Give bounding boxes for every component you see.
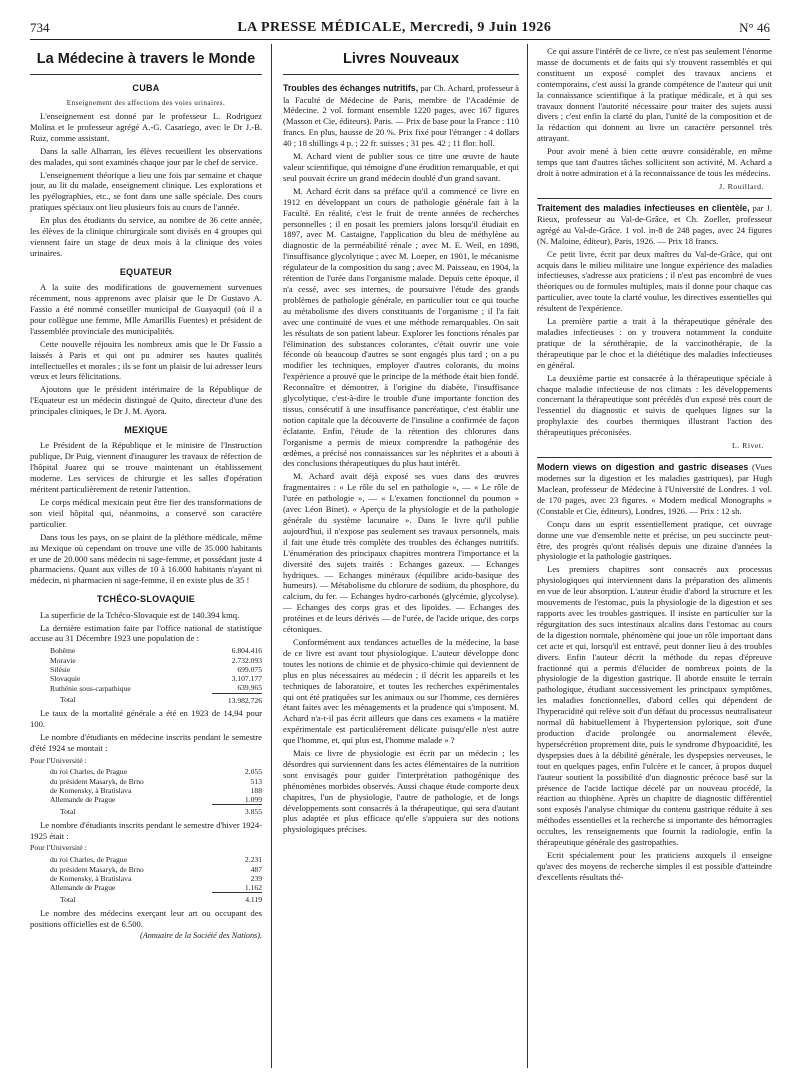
table-row: du roi Charles, de Prague 2.231	[50, 855, 262, 865]
table-row: Silésie 699.075	[50, 664, 262, 674]
paragraph: La deuxième partie est consacrée à la thérapeutique spéciale à chaque maladie infectieuse de nos climats : les développements concernant la thérapeutique sont précédés d'un exposé très court de l'essentiel du diagnostic et suivis de quelques lignes sur la prophylaxie des courbes thermiques illustrant l'action des thérapeutiques préconisées.	[537, 372, 772, 438]
book-reference: (Vues modernes sur la digestion et les maladies gastriques), par Hugh Maclean, professeur de Médecine à l'Université de Londres. 1 vol. de 170 pages, avec 23 figures. « Modern medical Monographs » (Constable et Cie, éditeurs), Londres, 1926. — Prix : 12 sh.	[537, 461, 772, 516]
country-heading: MEXIQUE	[124, 425, 168, 436]
author-signature: L. Rivet.	[731, 441, 764, 451]
paragraph: Ce qui assure l'intérêt de ce livre, ce n'est pas seulement l'énorme masse de documents et de faits qui s'y trouvent rassemblés et qui constituent un exposé complet des travaux anciens et contemporains, c'est aussi la grande compétence de l'auteur qui unit la connaissance scientifique à la pratique médicale, et à qui ses travaux donnent l'autorité nécessaire pour traiter des sujets aussi divers ; c'est enfin la clarté du plan, l'unité de la composition et de la rédaction qui donnent au livre un caractère personnel très attrayant.	[537, 46, 772, 144]
author-signature: J. Rouillard.	[719, 181, 764, 191]
table-row: Allemande de Prague 1.162	[50, 883, 262, 893]
column-medecine-monde	[30, 46, 262, 1068]
book-entry	[283, 83, 519, 149]
book-reference: par Ch. Achard, professeur à la Faculté de Médecine de Paris, membre de l'Académie de Médecine. 2 vol. formant ensemble 1220 pages, avec 167 figures (Masson et Cie, éditeurs). Paris. — Prix de base pour la France : 110 francs. En plus, hausse de 20 %. Prix fixé pour l'étranger : 4 dollars 40 ; 18 shillings 4 p. ; 22 fr. suisses ; 31 pes. 42 ; 11 flor. holl.	[283, 83, 519, 149]
paragraph: Dans tous les pays, on se plaint de la pléthore médicale, même au Mexique où cependant on trouve une ville de 35.000 habitants et une de 20.000 sans médecin ni sage-femme, et possédant juste 4 pharmaciens. Quant aux villes de 10 à 16.000 habitants n'ayant ni médecin, ni pharmacien ni sage-femme, il en existe plus de 35 !	[30, 531, 262, 586]
paragraph: A la suite des modifications de gouvernement survenues récemment, nous apprenons avec plaisir que le Dr Gustavo A. Fassio a été nommé conseiller municipal de Guayaquil (où il a pour collègue une femme, Mlle Amarillis Fuentes) et président de l'assemblée provinciale des municipalités.	[30, 282, 262, 336]
paragraph: L'enseignement est donné par le professeur L. Rodriguez Molina et le professeur agrégé A.-G. Casariego, avec le Dr J.-B. Ruiz, comme assistant.	[30, 110, 262, 143]
country-heading: EQUATEUR	[119, 266, 173, 277]
divider	[537, 198, 772, 199]
journal-title: LA PRESSE MÉDICALE, Mercredi, 9 Juin 1926	[237, 20, 552, 35]
book-title: Troubles des échanges nutritifs,	[283, 83, 419, 94]
paragraph: Mais ce livre de physiologie est écrit par un médecin ; les désordres qui surviennent dans les actes élémentaires de la nutrition sont envisagés pour guider l'interprétation pathogénique des phénomènes morbides observés. Aussi chaque étude comporte deux chapitres, l'un de physiologie, l'autre de pathologie, et de longs développements sont consacrés à la thérapeutique, qui sera d'autant plus adaptée et plus efficace qu'elle s'appuiera sur des notions physiologiques précises.	[283, 748, 519, 835]
subheading: Enseignement des affections des voies urinaires.	[66, 98, 226, 107]
paragraph: Ce petit livre, écrit par deux maîtres du Val-de-Grâce, qui ont acquis dans le milieu militaire une longue expérience des maladies infectieuses, s'adresse aux praticiens ; il n'est pas encombré de vues théoriques ou de formules multiples, mais il donne pour chaque cas particulier, avec toute la clarté voulue, les directives essentielles qui résultent de l'expérience.	[537, 248, 772, 314]
divider	[537, 457, 772, 458]
paragraph: Conformément aux tendances actuelles de la médecine, la base de ce livre est avant tout physiologique. L'auteur développe donc toutes les notions de chimie et de physico-chimie qui deviennent de plus en plus nécessaires au médecin ; il décrit les appareils et les techniques de laboratoire, et toutes les recherches expérimentales qui ont été pratiquées sur les animaux ou sur l'homme, ces dernières étant faites avec les ménagements et la prudence qui s'imposent. M. Achard n'a-t-il pas écrit ailleurs que dans ces examens « la matière expérimentale est particulièrement délicate puisqu'elle n'est autre que l'homme, et, qui plus est, l'homme malade » ?	[283, 636, 519, 746]
paragraph: Le Président de la République et le ministre de l'Instruction publique, Dr Puig, viennent d'inaugurer les travaux de réfection de l'hôpital Juarez qui se trouve maintenant un établissement moderne. Les services de chirurgie et les salles d'opération méritent particulièrement de retenir l'attention.	[30, 440, 262, 495]
paragraph: M. Achard écrit dans sa préface qu'il a commencé ce livre en 1912 en développant un cours de pathologie générale fait à la Faculté. En réalité, c'est le fruit de trente années de recherches personnelles ; il en posait les premiers jalons lorsqu'il étudiait en 1897, avec M. Castaigne, l'application du bleu de méthylène au diagnostic de la perméabilité rénale ; avec M. E. Weil, en 1898, l'insuffisance glycolytique ; avec M. Loeper, en 1901, le mécanisme régulateur de la composition du sang ; avec M. Paisseau, en 1904, la rétention de l'urée dans l'organisme malade. Depuis cette époque, il n'a cessé, avec ses internes, de poursuivre l'étude des grands problèmes de pathologie générale, en particulier tout ce qui touche au métabolisme des divers constituants de l'organisme ; il l'a fait avec une continuité de vues et une méthode remarquables. On sait les résultats de son patient labeur. Explorer les fonctions rénales par l'élimination des substances colorantes, c'était ouvrir une voie féconde où beaucoup d'autres se sont engagés plus tard ; on a pu modifier les techniques, employer d'autres colorants, du moins l'expérience a prouvé que le principe de la méthode était bien fondé. Reconnaître et démontrer, à l'origine du diabète, l'insuffisance glycolytique, c'est-à-dire le trouble d'une importante fonction des tissus, consécutif à une insuffisance pancréatique, c'est établir une notion capitale que la découverte de l'insuline a confirmée de façon éclatante. Enfin, l'étude de la rétention des chlorures dans l'organisme a permis de mieux comprendre la pathogénie des œdèmes, a précisé nos connaissances sur les néphrites et a abouti à des conclusions thérapeutiques du plus haut intérêt.	[283, 185, 519, 469]
paragraph: Pour avoir mené à bien cette œuvre considérable, en même temps que tant d'autres tâches sollicitent son activité, M. Achard a droit à notre admiration et à la reconnaissance de tous les médecins.	[537, 146, 772, 178]
page-number: 734	[30, 20, 50, 35]
table-row: Bohême 6.804.416	[50, 646, 262, 656]
table-total-row: Total 4.119	[60, 895, 262, 905]
paragraph: La superficie de la Tchéco-Slovaquie est de 140.394 kmq.	[40, 609, 240, 620]
paragraph: Le nombre d'étudiants en médecine inscrits pendant le semestre d'été 1924 se montait :	[30, 731, 262, 753]
paragraph: L'enseignement théorique a lieu une fois par semaine et chaque jour, au lit du malade, enseignement clinique. Les explorations et les pyélographies, etc., se font dans une salle spéciale. Des cours pratiques spéciaux ont lieu plusieurs fois au cours de l'année.	[30, 169, 262, 213]
table-row: de Komensky, à Bratislava 188	[50, 785, 262, 795]
column-divider	[527, 44, 528, 1068]
table-row: du roi Charles, de Prague 2.055	[50, 767, 262, 777]
population-table	[30, 646, 262, 705]
book-entry	[537, 462, 772, 517]
table-label: Pour l'Université :	[30, 755, 87, 765]
paragraph: Dans la salle Albarran, les élèves recueillent les observations des malades, qui sont examinés chaque jour par le chef de service.	[30, 145, 262, 167]
paragraph: Le corps médical mexicain peut être fier des transformations de son vieil hôpital qui, néanmoins, a conservé son caractère particulier.	[30, 497, 262, 529]
paragraph: Le nombre des médecins exerçant leur art ou occupant des positions officielles est de 6.500.	[30, 907, 262, 929]
book-title: Traitement des maladies infectieuses en clientèle,	[537, 202, 750, 213]
table-total-row: Total 3.855	[60, 807, 262, 817]
paragraph: En plus des étudiants du service, au nombre de 36 cette année, les élèves de la clinique chirurgicale sont divisés en 4 groupes qui viennent faire un stage de deux mois à la clinique des voies urinaires.	[30, 215, 262, 258]
country-heading: TCHÉCO-SLOVAQUIE	[96, 594, 196, 605]
table-row: Moravie 2.732.093	[50, 655, 262, 665]
table-label: Pour l'Université :	[30, 843, 87, 853]
paragraph: La première partie a trait à la thérapeutique générale des maladies infectieuses : on y trouvera notamment la conduite pratique de la sérothérapie, de la vaccinothérapie, de la thérapeutique par le choc et la diététique des maladies infectieuses en général.	[537, 316, 772, 370]
table-row: Allemande de Prague 1.099	[50, 795, 262, 805]
paragraph: Le taux de la mortalité générale a été en 1923 de 14,94 pour 100.	[30, 707, 262, 729]
book-reference: par J. Rieux, professeur au Val-de-Grâce, et Ch. Zoeller, professeur agrégé au Val-de-Grâce. 1 vol. in-8 de 248 pages, avec 24 figures (N. Maloine, éditeur), Paris, 1926. — Prix 18 francs.	[537, 202, 772, 246]
paragraph: Ecrit spécialement pour les praticiens auxquels il enseigne qu'avec des moyens de recherche simples il est possible d'atteindre d'excellents résultats thé-	[537, 849, 772, 882]
paragraph: Cette nouvelle réjouira les nombreux amis que le Dr Fassio a laissés à Paris et qui ont pu admirer ses hautes qualités intellectuelles et morales ; ils se font un plaisir de lui adresser leurs vœux et leurs félicitations.	[30, 338, 262, 382]
page-header	[30, 14, 770, 40]
column-divider	[271, 44, 272, 1068]
column-livres-nouveaux	[283, 46, 519, 1068]
citation: (Annuaire de la Société des Nations).	[139, 931, 262, 941]
table-row: Slovaquie 3.107.177	[50, 674, 262, 684]
students-table-1924	[30, 767, 262, 816]
paragraph: M. Achard vient de publier sous ce titre une œuvre de haute valeur scientifique, qui témoigne d'une érudition remarquable, et qui seul pouvait écrire un grand médecin doublé d'un grand savant.	[283, 151, 519, 183]
section-heading: Livres Nouveaux	[283, 50, 519, 75]
paragraph: Ajoutons que le président intérimaire de la République de l'Equateur est un médecin distingué de Quito, directeur d'une des principales cliniques, le Dr J. M. Ayora.	[30, 384, 262, 417]
paragraph: Conçu dans un esprit essentiellement pratique, cet ouvrage donne une vue d'ensemble nette et précise, un peu succincte peut-être, des progrès qu'ont réalisés depuis une dizaine d'années la physiologie et la pathologie gastriques.	[537, 518, 772, 562]
table-row: du président Masaryk, de Brno 513	[50, 776, 262, 786]
table-row: du président Masaryk, de Brno 487	[50, 864, 262, 874]
paragraph: La dernière estimation faite par l'office national de statistique accuse au 31 Décembre 1923 une population de :	[30, 622, 262, 644]
section-heading: La Médecine à travers le Monde	[30, 50, 262, 75]
issue-number: N° 46	[739, 20, 770, 35]
paragraph: Les premiers chapitres sont consacrés aux processus physiologiques qui interviennent dans la préparation des aliments en vue de leur absorption. L'auteur étudie d'abord la structure et les mouvements de l'estomac, puis la physiologie de la digestion et ses rapports avec les troubles gastriques. Il insiste en particulier sur la régurgitation des sucs intestinaux alcalins dans l'estomac au cours de la digestion normale, phénomène qui joue un rôle important dans cet acte et qui, lorsqu'il est entravé, peut donner lieu à des troubles divers. Enfin l'auteur décrit la méthode du repas d'épreuve fractionné qui a permis d'élucider de nombreux points de la physiologie de la digestion gastrique. Il aborde ensuite le terrain pathologique, étudiant successivement les principaux symptômes, les maladies fonctionnelles, d'abord celles qui dépendent de l'hyperacidité qui relève soit d'un défaut du processus neutralisateur normal dû habituellement à l'hypertension pylorique, soit d'une production d'acide prolongée ou anormalement élevée, hypersécrétion proprement dite, puis le syndrome d'hypoacidité, les dyspepsies dues à la débilité générale, les dyspepsies nerveuses, le tout en quelques pages, enfin l'ulcère et le cancer, à propos duquel l'auteur soutient la possibilité d'un diagnostic précoce basé sur la présence de l'acide lactique décelé par un nouveau procédé, la réaction au thiophène. Après un chapitre de diagnostic différentiel sont exposés l'analyse chimique du contenu gastrique réduite à ses méthodes essentielles et la recherche si importante des hémorragies occultes, les renseignements que fournit la radiologie, enfin la thérapeutique générale des gastropathies.	[537, 564, 772, 848]
paragraph: M. Achard avait déjà exposé ses vues dans des œuvres fragmentaires : « Le rôle du sel en pathologie », — « Le rôle de l'urée en pathologie », — « L'examen fonctionnel du poumon » (avec Léon Binet). « Aperçu de la physiologie et de la pathologie générale du système lacunaire ». Dans le livre qu'il publie aujourd'hui, il n'expose pas seulement ses travaux personnels, mais il fait une étude très complète des troubles des échanges nutritifs. L'énumération des principaux chapitres montrera l'importance et la diversité des sujets traités : Echanges gazeux. — Echanges hydriques. — Echanges minéraux (équilibre acido-basique des humeurs). — Métabolisme du chlorure de sodium, du phosphore, du calcium, du fer. — Echanges hydro-carbonés (glycémie, glycolyse). — Echanges des corps gras et des lipoïdes. — Echanges des protéines et de leurs dérivés — de l'urée, de l'acide urique, des corps cétoniques.	[283, 471, 519, 635]
book-entry	[537, 203, 772, 247]
table-row: Ruthénie sous-carpathique 639.965	[50, 683, 262, 693]
book-title: Modern views on digestion and gastric diseases	[537, 461, 749, 472]
table-total-row: Total 13.982.726	[60, 695, 262, 705]
table-row: de Komensky, à Bratislava 239	[50, 873, 262, 883]
column-livres-suite	[537, 46, 772, 1068]
country-heading: CUBA	[132, 83, 160, 94]
paragraph: Le nombre d'étudiants inscrits pendant le semestre d'hiver 1924-1925 était :	[30, 819, 262, 841]
students-table-1925	[30, 855, 262, 904]
